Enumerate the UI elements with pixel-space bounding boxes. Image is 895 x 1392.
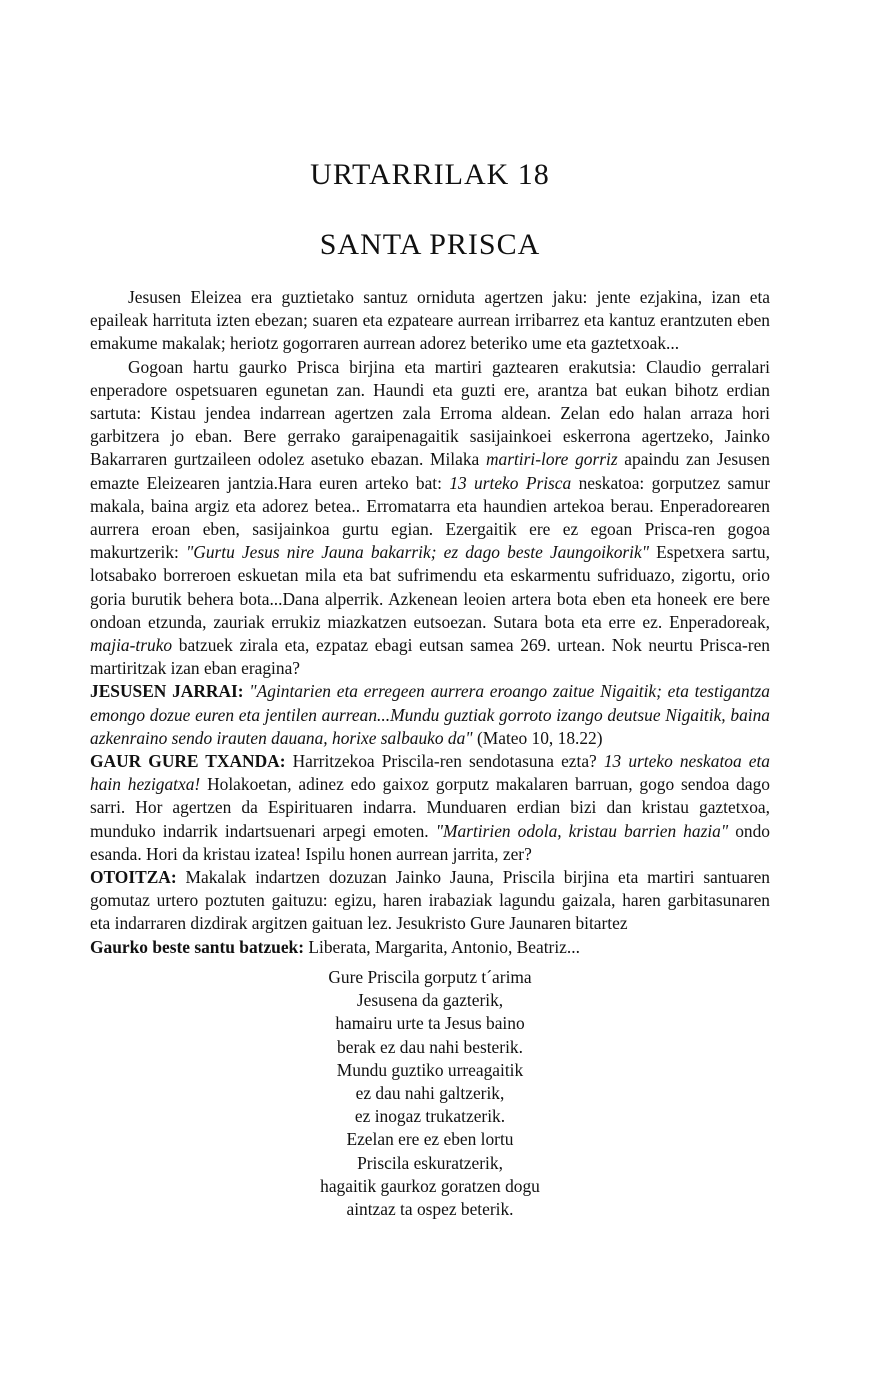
jarrai-reference: (Mateo 10, 18.22) [472,727,603,748]
jarrai-paragraph [90,680,770,750]
body-text [90,286,770,959]
txanda-italic-2: "Martirien odola, kristau barrien hazia" [435,820,729,841]
story-italic-4: majia-truko [90,635,173,656]
story-text-4: Espetxera sartu, lotsabako borreroen eskuetan mila eta bat sufrimendu eta eskarmentu sufriduazo, zigortu, orio goria burutik behera bota...Dana alperrik. Azkenean leoien artera bota eben eta honeek ere bere ondoan etzunda, zauriak errukiz miazkatzen eutsoezan. Sutara bota eta erre ez. Enperadoreak, [90,542,770,632]
poem-line: Mundu guztiko urreagaitik [336,1059,524,1080]
txanda-text-2: Holakoetan, adinez edo gaixoz gorputz makalaren barruan, gogo sendoa dago sarri. Hor agertzen da Espirituaren indarra. Munduaren erdian bizi dan kristau gaztetxoa, munduko indarrik indartsuenari arpegi emoten. [90,774,770,841]
story-text-2: apaindu zan Jesusen emazte Eleizearen jantzia.Hara euren arteko bat: [90,449,770,493]
poem-line: hagaitik gaurkoz goratzen dogu [320,1175,540,1196]
txanda-label: GAUR GURE TXANDA: [90,751,286,772]
saint-title: SANTA PRISCA [319,228,541,261]
poem-line: Gure Priscila gorputz t´arima [328,967,532,987]
txanda-text-3: ondo esanda. Hori da kristau izatea! Ispilu honen aurrean jarrita, zer? [90,820,771,864]
otoitza-paragraph [90,866,770,936]
story-italic-1: martiri-lore gorriz [485,449,618,470]
poem-line: berak ez dau nahi besterik. [337,1036,523,1057]
otoitza-label: OTOITZA: [90,867,177,888]
poem [90,966,770,1221]
poem-line: aintzaz ta ospez beterik. [346,1199,514,1220]
story-text-3: neskatoa: gorputzez samur makala, baina argiz eta adorez betea.. Erromatarra eta haundien artekoa berau. Enperadorearen aurrera eroan eben, sasijainkoa gurtu egian. Ezergaitik ere ez egoan Prisca-ren gogoa makurtzerik: [90,472,771,563]
jarrai-label: JESUSEN JARRAI: [90,681,244,702]
txanda-paragraph [90,750,770,866]
poem-line: Jesusena da gazterik, [356,990,504,1011]
poem-line: ez dau nahi galtzerik, [355,1083,505,1104]
story-paragraph [90,356,770,681]
story-italic-2: 13 urteko Prisca [449,472,572,493]
story-text-5: batzuek zirala eta, ezpataz ebagi eutsan samea 269. urtean. Nok neurtu Prisca-ren martiritzak izan eban eragina? [90,635,770,679]
beste-santuak-text: Liberata, Margarita, Antonio, Beatriz... [304,936,580,957]
beste-santuak-paragraph [90,936,770,959]
txanda-italic-1: 13 urteko neskatoa eta hain hezigatxa! [90,751,770,795]
intro-paragraph: Jesusen Eleizea era guztietako santuz orniduta agertzen jaku: jente ezjakina, izan eta epaileak harrituta izten ebezan; suaren eta ezpateare aurrean irribarrez eta kantuz erantzuten eben emakume makalak; heriotz gogorraren aurrean adorez beteriko ume eta gaztetxoak... [90,287,770,354]
poem-line: Ezelan ere ez eben lortu [346,1129,514,1150]
beste-santuak-label: Gaurko beste santu batzuek: [90,936,305,957]
story-italic-3: "Gurtu Jesus nire Jauna bakarrik; ez dago beste Jaungoikorik" [185,542,650,563]
poem-line: hamairu urte ta Jesus baino [335,1013,525,1034]
page-date-title: URTARRILAK 18 [310,158,550,191]
poem-line: ez inogaz trukatzerik. [354,1106,506,1127]
story-text-1: Gogoan hartu gaurko Prisca birjina eta martiri gaztearen erakutsia: Claudio gerralari enperadore ospetsuaren egunetan zan. Haundi eta guzti ere, arantza bat eukan bihotz erdian sartuta: Kistau jendea indarrean agertzen zala Erroma aldean. Zelan edo halan arraza hori garbitzera jo eban. Bere gerrako garaipenagaitik sasijainkoei eskerrona agertzeko, Jainko Bakarraren gurtzaileen odolez asetuko ebazan. Milaka [90,356,770,470]
poem-line: Priscila eskuratzerik, [357,1152,503,1173]
jarrai-quote: "Agintarien eta erregeen aurrera eroango zaitue Nigaitik; eta testigantza emongo dozue euren eta jentilen aurrean...Mundu guztiak gorroto izango deutsue Nigaitik, baina azkenraino sendo irauten dauana, horixe salbauko da" [90,681,770,748]
txanda-text-1: Harritzekoa Priscila-ren sendotasuna ezta? [285,751,604,772]
otoitza-text: Makalak indartzen dozuzan Jainko Jauna, Priscila birjina eta martiri santuaren gomutaz urtero poztuten gaituzu: egizu, haren irabaziak lagundu gaizala, haren garbitasunaren eta indarraren dizdirak argitzen gaituan lez. Jesukristo Gure Jaunaren bitartez [90,867,770,934]
